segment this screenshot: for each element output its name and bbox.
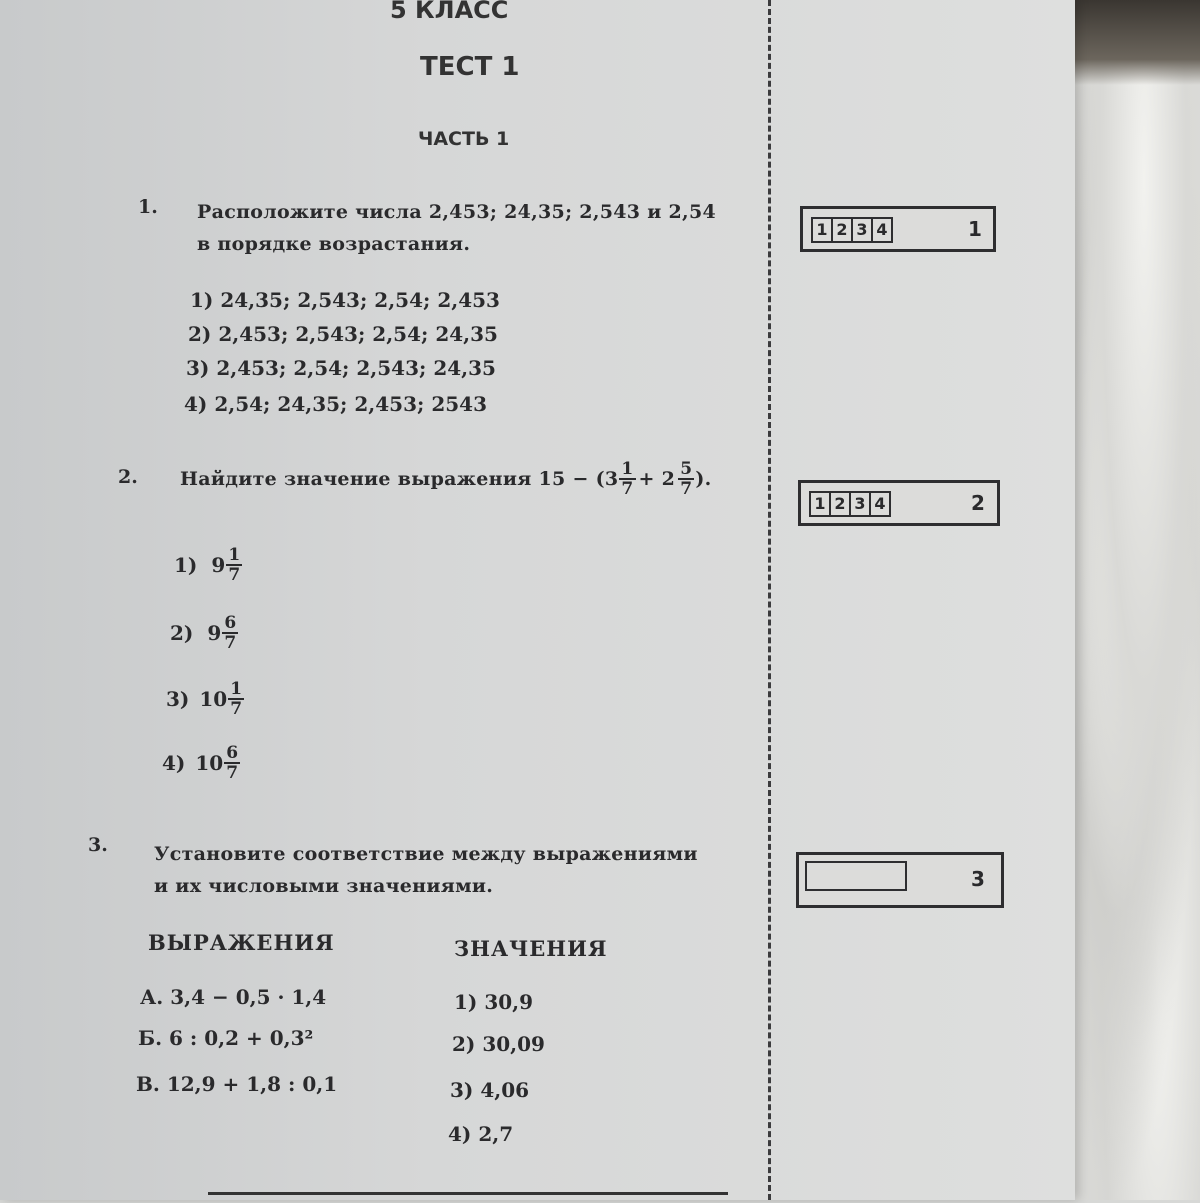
fraction — [228, 680, 244, 718]
q1-option-4[interactable]: 4) 2,54; 24,35; 2,453; 2543 — [184, 392, 488, 416]
bottom-rule — [208, 1192, 728, 1203]
fraction-numerator: 1 — [621, 459, 634, 479]
answer-input-3[interactable] — [805, 861, 907, 891]
answer-cell[interactable]: 4 — [876, 220, 888, 239]
question-1-number: 1. — [138, 196, 158, 218]
expression-v: В. 12,9 + 1,8 : 0,1 — [136, 1072, 338, 1096]
mixed-whole: 9 — [211, 553, 226, 577]
fraction — [226, 546, 242, 584]
fraction-denominator: 7 — [228, 565, 241, 585]
fraction-denominator: 7 — [224, 633, 237, 653]
fraction — [619, 460, 635, 498]
answer-box-1-number: 1 — [968, 217, 982, 241]
answer-cells-2 — [809, 491, 891, 517]
option-label: 2) — [170, 621, 194, 645]
answer-box-3[interactable] — [796, 852, 1004, 908]
answer-cell[interactable]: 2 — [831, 493, 851, 515]
answer-cell[interactable]: 3 — [851, 493, 871, 515]
value-3: 3) 4,06 — [450, 1078, 530, 1102]
fraction-denominator: 7 — [230, 699, 243, 719]
answer-cell[interactable]: 2 — [833, 219, 853, 241]
mixed-whole: 9 — [207, 621, 222, 645]
q1-option-1[interactable]: 1) 24,35; 2,543; 2,54; 2,453 — [190, 288, 500, 312]
q2-option-3[interactable] — [166, 680, 245, 718]
shadow-corner — [1060, 0, 1200, 85]
question-3-text — [154, 838, 698, 902]
value-4: 4) 2,7 — [448, 1122, 514, 1146]
bedsheet-background — [1060, 0, 1200, 1200]
fraction-numerator: 1 — [228, 545, 241, 565]
question-3-line-2: и их числовыми значениями. — [154, 875, 494, 897]
plus-sign: + 2 — [638, 468, 676, 490]
q1-option-3[interactable]: 3) 2,453; 2,54; 2,543; 24,35 — [186, 356, 496, 380]
question-3-number: 3. — [88, 834, 108, 856]
fraction-numerator: 5 — [680, 459, 693, 479]
values-column-title: ЗНАЧЕНИЯ — [454, 936, 608, 961]
answer-box-2[interactable] — [798, 480, 1000, 526]
expression-b: Б. 6 : 0,2 + 0,3² — [138, 1026, 314, 1050]
fraction-denominator: 7 — [226, 763, 239, 783]
question-1-line-2: в порядке возрастания. — [197, 233, 471, 255]
value-2: 2) 30,09 — [452, 1032, 545, 1056]
q2-option-1[interactable] — [174, 546, 243, 584]
option-label: 1) — [174, 553, 198, 577]
q1-option-2[interactable]: 2) 2,453; 2,543; 2,54; 24,35 — [188, 322, 498, 346]
expression-a: А. 3,4 − 0,5 · 1,4 — [140, 985, 327, 1009]
grade-title: 5 КЛАСС — [390, 0, 509, 24]
fraction — [224, 744, 240, 782]
option-label: 3) — [166, 687, 190, 711]
question-2-text — [180, 460, 712, 498]
test-title: ТЕСТ 1 — [420, 52, 520, 82]
fraction-denominator: 7 — [621, 479, 634, 499]
q2-option-2[interactable] — [170, 614, 239, 652]
mixed-whole: 10 — [199, 687, 228, 711]
mixed-whole: 10 — [195, 751, 224, 775]
fraction — [222, 614, 238, 652]
answer-cell[interactable]: 1 — [813, 219, 833, 241]
fraction-numerator: 1 — [230, 679, 243, 699]
answer-cells-1 — [811, 217, 893, 243]
q2-option-4[interactable] — [162, 744, 241, 782]
closing-paren: ). — [695, 468, 712, 490]
answer-box-1[interactable] — [800, 206, 996, 252]
answer-box-2-number: 2 — [971, 491, 985, 515]
expressions-column-title: ВЫРАЖЕНИЯ — [148, 930, 335, 955]
value-1: 1) 30,9 — [454, 990, 534, 1014]
answer-cell[interactable]: 3 — [853, 219, 873, 241]
fraction — [678, 460, 694, 498]
fraction-numerator: 6 — [226, 743, 239, 763]
fraction-denominator: 7 — [680, 479, 693, 499]
part-title: ЧАСТЬ 1 — [418, 128, 510, 150]
option-label: 4) — [162, 751, 186, 775]
question-3-line-1: Установите соответствие между выражениями — [154, 843, 698, 865]
question-2-label: Найдите значение выражения 15 − (3 — [180, 468, 619, 490]
answer-cell[interactable]: 1 — [811, 493, 831, 515]
answer-box-3-number: 3 — [971, 867, 985, 891]
cut-line — [768, 0, 771, 1200]
question-1-text — [197, 196, 716, 260]
fraction-numerator: 6 — [224, 613, 237, 633]
question-2-number: 2. — [118, 466, 138, 488]
answer-cell[interactable]: 4 — [874, 494, 886, 513]
question-1-line-1: Расположите числа 2,453; 24,35; 2,543 и 2,54 — [197, 201, 717, 223]
